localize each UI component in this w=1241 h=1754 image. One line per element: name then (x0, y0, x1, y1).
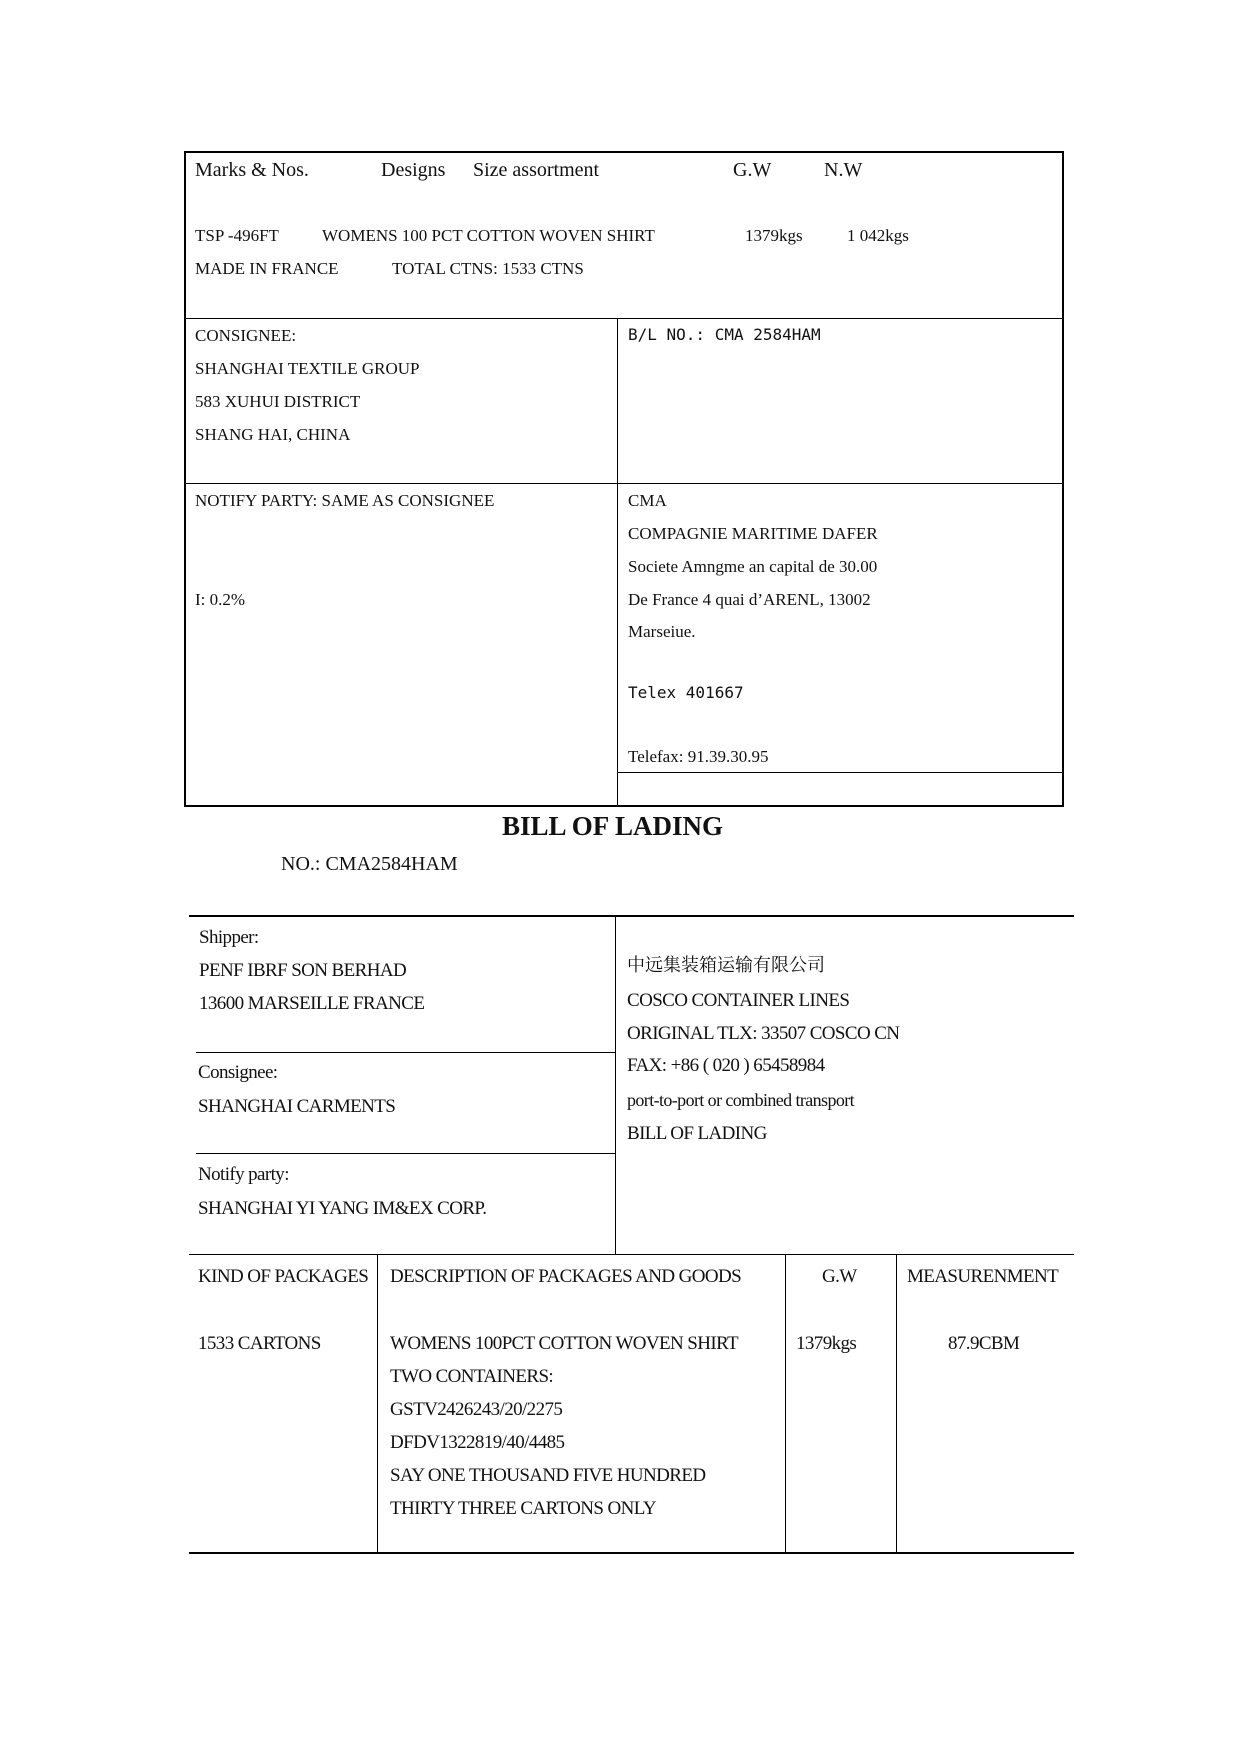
total-cartons: TOTAL CTNS: 1533 CTNS (392, 259, 584, 278)
header-designs: Designs (381, 159, 446, 181)
carrier-line: Marseiue. (628, 622, 696, 641)
document-title: BILL OF LADING (502, 811, 724, 841)
consignee-line: 583 XUHUI DISTRICT (195, 392, 361, 411)
header-nw: N.W (824, 159, 863, 181)
gross-weight: 1379kgs (745, 226, 803, 245)
carrier-line: BILL OF LADING (627, 1123, 767, 1144)
measurement: 87.9CBM (948, 1333, 1020, 1354)
goods-description: WOMENS 100 PCT COTTON WOVEN SHIRT (322, 226, 655, 245)
carrier-line: Societe Amngme an capital de 30.00 (628, 557, 878, 576)
rate-value: I: 0.2% (195, 590, 246, 609)
marks-table (184, 151, 1064, 807)
header-gw: G.W (822, 1266, 857, 1287)
consignee-line: SHANGHAI TEXTILE GROUP (195, 359, 420, 378)
bl-number: B/L NO.: CMA 2584HAM (628, 325, 821, 344)
table-divider (896, 1254, 897, 1552)
table-divider (196, 1052, 615, 1053)
description-line: GSTV2426243/20/2275 (390, 1399, 563, 1420)
consignee-label: CONSIGNEE: (195, 326, 297, 345)
notify-party-label: Notify party: (198, 1164, 289, 1185)
gross-weight: 1379kgs (796, 1333, 857, 1354)
telex: Telex 401667 (628, 683, 744, 702)
table-divider (377, 1254, 378, 1552)
description-line: DFDV1322819/40/4485 (390, 1432, 565, 1453)
description-line: TWO CONTAINERS: (390, 1366, 554, 1387)
header-marks: Marks & Nos. (195, 159, 309, 181)
notify-party-label: NOTIFY PARTY: SAME AS CONSIGNEE (195, 491, 495, 510)
carrier-line: ORIGINAL TLX: 33507 COSCO CN (627, 1023, 900, 1044)
table-divider (184, 318, 1064, 319)
carrier-line: COSCO CONTAINER LINES (627, 990, 850, 1011)
carrier-line: CMA (628, 491, 667, 510)
carrier-chinese-name: 中远集装箱运输有限公司 (627, 955, 825, 976)
shipper-label: Shipper: (199, 927, 259, 948)
table-divider (196, 1153, 615, 1154)
origin: MADE IN FRANCE (195, 259, 339, 278)
header-size-assortment: Size assortment (473, 159, 600, 181)
shipper-line: 13600 MARSEILLE FRANCE (199, 993, 425, 1014)
carrier-line: FAX: +86 ( 020 ) 65458984 (627, 1055, 825, 1076)
notify-party-line: SHANGHAI YI YANG IM&EX CORP. (198, 1198, 487, 1219)
consignee-line: SHANGHAI CARMENTS (198, 1096, 396, 1117)
table-divider (617, 318, 618, 807)
shipper-line: PENF IBRF SON BERHAD (199, 960, 407, 981)
header-gw: G.W (733, 159, 772, 181)
table-divider (189, 1552, 1074, 1554)
mark-code: TSP -496FT (195, 226, 279, 245)
kind-of-packages: 1533 CARTONS (198, 1333, 321, 1354)
table-divider (615, 915, 616, 1254)
net-weight: 1 042kgs (847, 226, 909, 245)
description-line: SAY ONE THOUSAND FIVE HUNDRED (390, 1465, 706, 1486)
consignee-label: Consignee: (198, 1062, 278, 1083)
carrier-line: COMPAGNIE MARITIME DAFER (628, 524, 878, 543)
header-measurement: MEASURENMENT (907, 1266, 1059, 1287)
bill-number: NO.: CMA2584HAM (281, 853, 458, 875)
carrier-line: De France 4 quai d’ARENL, 13002 (628, 590, 871, 609)
table-divider (184, 483, 1064, 484)
telefax: Telefax: 91.39.30.95 (628, 747, 769, 766)
description-line: THIRTY THREE CARTONS ONLY (390, 1498, 656, 1519)
carrier-line: port-to-port or combined transport (627, 1090, 855, 1110)
table-divider (617, 772, 1064, 773)
description-line: WOMENS 100PCT COTTON WOVEN SHIRT (390, 1333, 739, 1354)
header-kind-of-packages: KIND OF PACKAGES (198, 1266, 369, 1287)
table-divider (189, 1254, 1074, 1255)
header-description: DESCRIPTION OF PACKAGES AND GOODS (390, 1266, 742, 1287)
table-divider (189, 915, 1074, 917)
table-divider (785, 1254, 786, 1552)
consignee-line: SHANG HAI, CHINA (195, 425, 351, 444)
